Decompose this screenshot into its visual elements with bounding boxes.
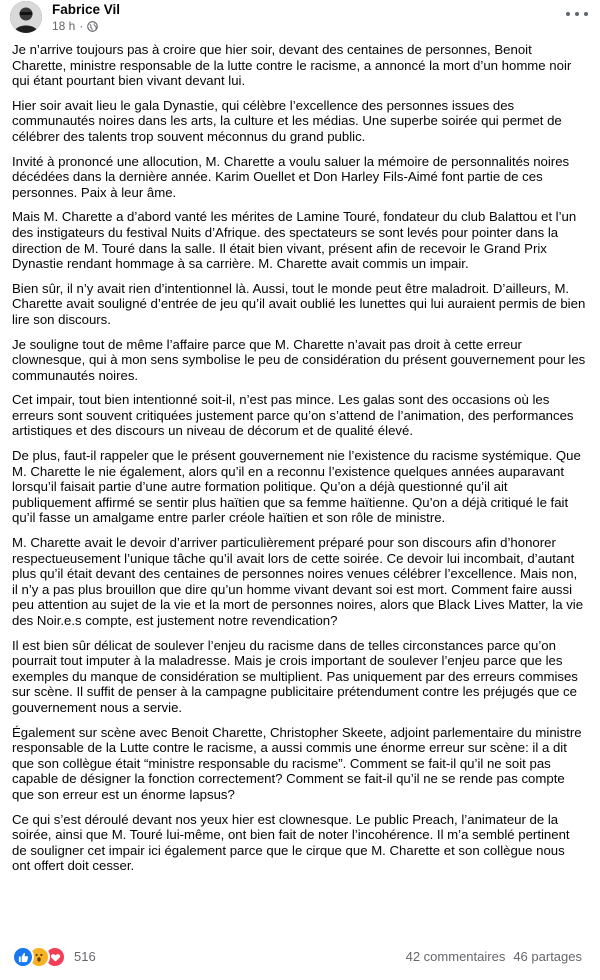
post-paragraph: Je souligne tout de même l’affaire parce que M. Charette n’avait pas droit à cette erreur clownesque, qui à mon sens symbolise le peu de considération du présent gouvernement pour les communautés noires. bbox=[12, 336, 586, 383]
post-paragraph: Bien sûr, il n’y avait rien d’intentionnel là. Aussi, tout le monde peut être maladroit. D’ailleurs, M. Charette avait souligné d’entrée de jeu qu’il avait oublié les lunettes qui lui auraient permis de bien lire son discours. bbox=[12, 280, 586, 327]
post-paragraph: M. Charette avait le devoir d’arriver particulièrement préparé pour son discours afin d’honorer respectueusement l’unique tâche qu’il avait lors de cette soirée. Ce devoir lui incombait, d’autant plus qu’il était devant des centaines de personnes noires venues célébrer l’excellence. Mais non, il n’y a pas plus brouillon que dire qu’un homme vivant devant soi est mort. Comment faire aussi peu attention au sujet de la vie et la mort de personnes noires, alors que Black Lives Matter, la vie des Noir.e.s compte, est justement notre revendication? bbox=[12, 535, 584, 628]
more-dot bbox=[566, 12, 570, 16]
reaction-count: 516 bbox=[74, 949, 96, 964]
shares-count[interactable]: 46 partages bbox=[513, 949, 582, 964]
avatar[interactable] bbox=[10, 1, 42, 33]
comments-count[interactable]: 42 commentaires bbox=[405, 949, 506, 964]
more-options-icon[interactable] bbox=[566, 6, 588, 22]
post-paragraph: Je n’arrive toujours pas à croire que hier soir, devant des centaines de personnes, Benoit Charette, ministre responsable de la lutte contre le racisme, a annoncé la mort d’un homme noir qui étant pourtant bien vivant devant lui. bbox=[12, 42, 572, 89]
post-paragraph: De plus, faut-il rappeler que le présent gouvernement nie l’existence du racisme systémique. Que M. Charette le nie également, alors qu’il en a reconnu l’existence quelques années auparavant lorsqu’il faisait partie d’une autre formation politique. Qu’on a déjà questionné qu’il ait publiquement affirmé se sentir plus haïtien que sa femme haïtienne. Qu’on a déjà critiqué le fait qu’il fasse un amalgame entre parler créole haïtien et son rôle de ministre. bbox=[12, 448, 581, 526]
post-paragraph: Cet impair, tout bien intentionné soit-il, n’est pas mince. Les galas sont des occasions où les erreurs sont souvent critiquées justement parce qu’on s’attend de l’animation, des performances artistiques et des discours un niveau de décorum et de qualité élevé. bbox=[12, 392, 574, 439]
author-name[interactable]: Fabrice Vil bbox=[52, 2, 121, 17]
post-paragraph: Également sur scène avec Benoit Charette, Christopher Skeete, adjoint parlementaire du ministre responsable de la Lutte contre le racisme, a aussi commis une énorme erreur sur scène: il a dit que son collègue était “ministre responsable du racisme”. Comment se fait-il qu’il ne soit pas capable de désigner la fonction correctement? Comment se fait-il qu’il ne se rende pas compte que son erreur est un énorme lapsus? bbox=[12, 724, 582, 802]
post-paragraph: Ce qui s’est déroulé devant nos yeux hier est clownesque. Le public Preach, l’animateur de la soirée, ainsi que M. Touré lui-même, ont bien fait de noter l’incohérence. Il m’a semblé pertinent de souligner cet impair ici également parce que le cirque que M. Charette et son collègue nous ont offert doit cesser. bbox=[12, 811, 570, 874]
more-dot bbox=[584, 12, 588, 16]
more-dot bbox=[575, 12, 579, 16]
reactions-summary[interactable] bbox=[12, 947, 96, 967]
post-paragraph: Mais M. Charette a d’abord vanté les mérites de Lamine Touré, fondateur du club Balattou et l’un des instigateurs du festival Nuits d’Afrique. des spectateurs se sont levés pour pointer dans la direction de M. Touré dans la salle. Il était bien vivant, présent afin de recevoir le Grand Prix Dynastie rendant hommage à sa carrière. M. Charette avait commis un impair. bbox=[12, 209, 577, 272]
post-header bbox=[0, 0, 600, 40]
post-paragraph: Il est bien sûr délicat de soulever l’enjeu du racisme dans de telles circonstances parce qu’on pourrait tout imputer à la maladresse. Mais je crois important de soulever l’enjeu parce que les exemples du manque de considération se multiplient. Pas uniquement par des erreurs commises sur scène. Il suffit de penser à la campagne publicitaire prétendument contre les préjugés que ce gouvernement nous a servie. bbox=[12, 637, 578, 715]
like-icon bbox=[12, 946, 34, 968]
globe-icon[interactable] bbox=[87, 21, 98, 32]
meta-separator: · bbox=[79, 19, 84, 33]
post-meta bbox=[52, 19, 98, 34]
post-time[interactable]: 18 h bbox=[52, 19, 76, 33]
post-paragraph: Hier soir avait lieu le gala Dynastie, qui célèbre l’excellence des personnes issues des communautés noires dans les arts, la culture et les médias. Une superbe soirée qui permet de célébrer des talents trop souvent méconnus du grand public. bbox=[12, 97, 562, 144]
post-paragraph: Invité à prononcé une allocution, M. Charette a voulu saluer la mémoire de personnalités noires décédées dans la dernière année. Karim Ouellet et Don Harley Fils-Aimé font partie de ces personnes. Paix à leur âme. bbox=[12, 153, 570, 200]
engagement-counts bbox=[406, 947, 582, 967]
post-footer bbox=[0, 943, 600, 971]
post-body bbox=[12, 42, 586, 883]
